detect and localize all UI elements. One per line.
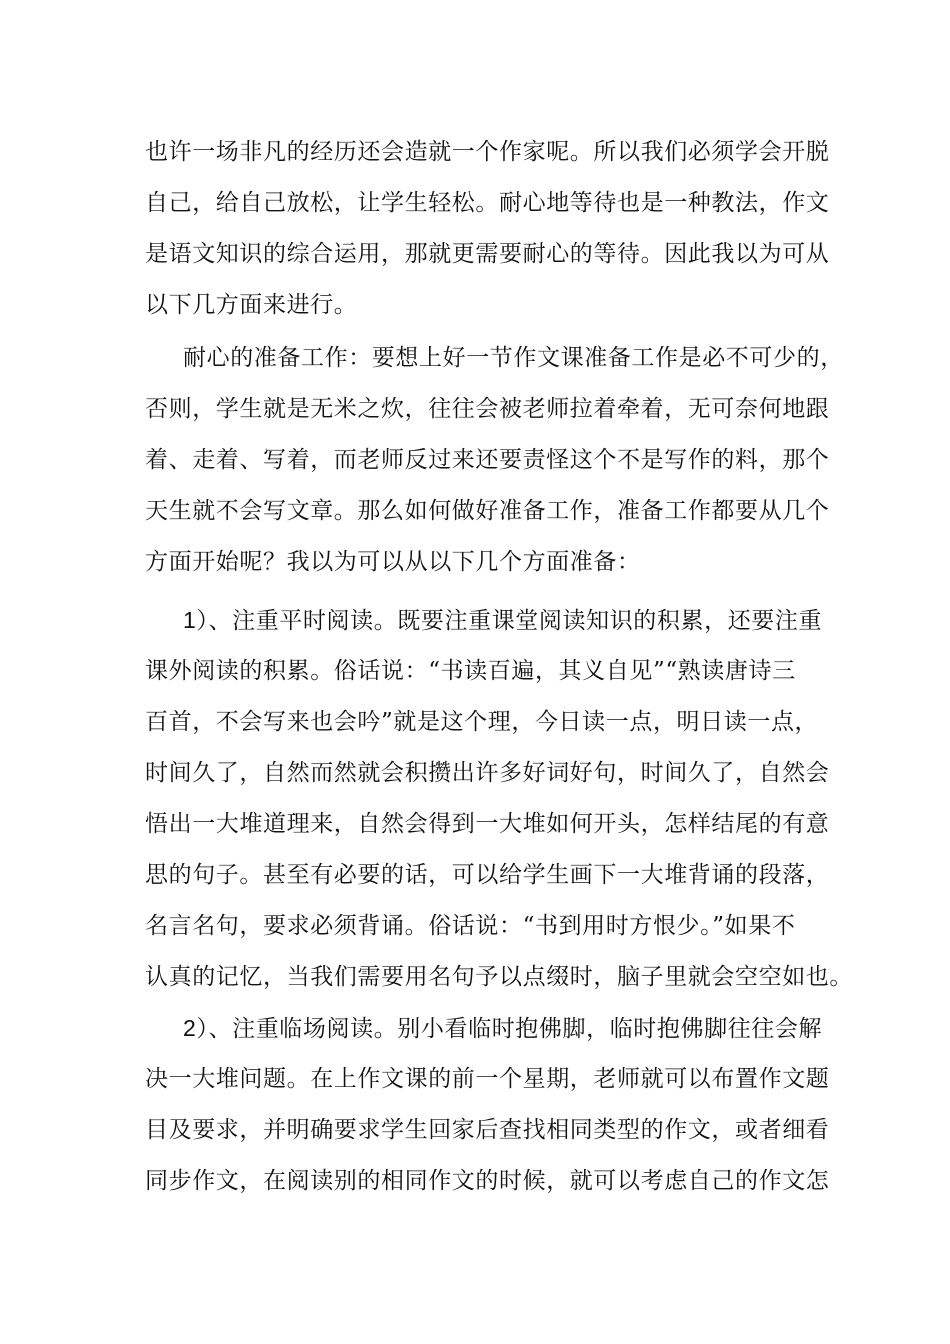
text-line: 天生就不会写文章。那么如何做好准备工作，准备工作都要从几个 — [145, 498, 830, 524]
text-line: 否则，学生就是无米之炊，往往会被老师拉着牵着，无可奈何地跟 — [145, 396, 830, 422]
text-line: 耐心的准备工作：要想上好一节作文课准备工作是必不可少的， — [183, 345, 844, 371]
text-line: 决一大堆问题。在上作文课的前一个星期，老师就可以布置作文题 — [145, 1066, 830, 1092]
text-line — [145, 1003, 823, 1054]
text-line: 以下几方面来进行。 — [145, 292, 358, 318]
text-line — [145, 595, 823, 646]
text-line-content: ）、注重平时阅读。既要注重课堂阅读知识的积累，还要注重 — [196, 608, 823, 634]
text-line: 百首，不会写来也会吟”就是这个理，今日读一点，明日读一点， — [145, 709, 819, 735]
list-number: 2 — [183, 1015, 197, 1041]
text-line: 时间久了，自然而然就会积攒出许多好词好句，时间久了，自然会 — [145, 760, 830, 786]
text-line: 目及要求，并明确要求学生回家后查找相同类型的作文，或者细看 — [145, 1117, 830, 1143]
text-line: 名言名句，要求必须背诵。俗话说：“书到用时方恨少。”如果不 — [145, 913, 796, 939]
paragraph-4 — [145, 1003, 830, 1207]
paragraph-3 — [145, 595, 853, 1003]
list-number: 1 — [183, 607, 197, 633]
text-line: 同步作文，在阅读别的相同作文的时候，就可以考虑自己的作文怎 — [145, 1168, 830, 1194]
text-line: 悟出一大堆道理来，自然会得到一大堆如何开头，怎样结尾的有意 — [145, 811, 830, 837]
text-line: 是语文知识的综合运用，那就更需要耐心的等待。因此我以为可从 — [145, 241, 830, 267]
text-line: 方面开始呢？我以为可以从以下几个方面准备： — [145, 549, 641, 575]
text-line: 自己，给自己放松，让学生轻松。耐心地等待也是一种教法，作文 — [145, 190, 830, 216]
text-line: 认真的记忆，当我们需要用名句予以点缀时，脑子里就会空空如也。 — [145, 964, 853, 990]
paragraph-1 — [145, 127, 830, 331]
text-line: 也许一场非凡的经历还会造就一个作家呢。所以我们必须学会开脱 — [145, 139, 830, 165]
text-line: 思的句子。甚至有必要的话，可以给学生画下一大堆背诵的段落， — [145, 862, 830, 888]
text-line-content: ）、注重临场阅读。别小看临时抱佛脚，临时抱佛脚往往会解 — [196, 1016, 823, 1042]
text-line: 着、走着、写着，而老师反过来还要责怪这个不是写作的料，那个 — [145, 447, 830, 473]
paragraph-2 — [145, 333, 844, 588]
text-line: 课外阅读的积累。俗话说：“书读百遍，其义自见”“熟读唐诗三 — [145, 658, 796, 684]
